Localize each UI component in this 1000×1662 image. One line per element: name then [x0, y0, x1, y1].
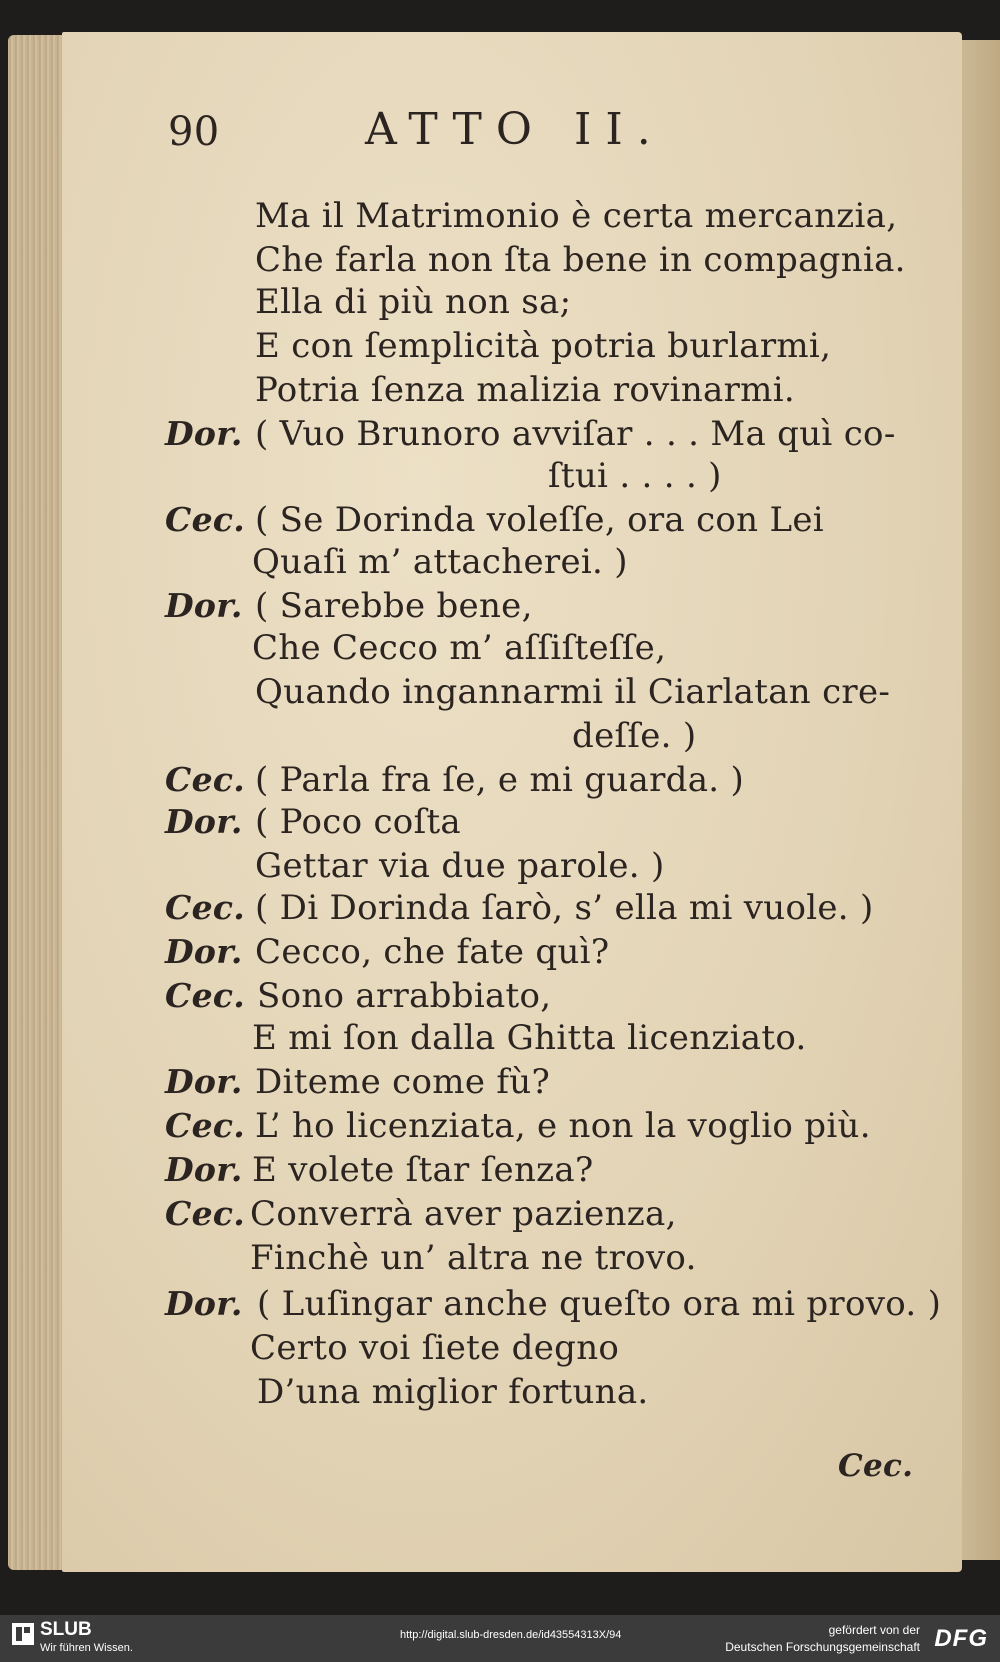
speaker-label: Dor.	[165, 1284, 243, 1323]
speaker-label: Cec.	[165, 1106, 246, 1145]
verse-line: Quaſi m’ attacherei. )	[252, 542, 628, 582]
verse-line: Cecco, che fate quì?	[255, 932, 610, 972]
verse-line: ( Sarebbe bene,	[255, 586, 533, 626]
verse-line: ( Vuo Brunoro avviſar . . . Ma quì co-	[255, 414, 896, 454]
verse-line: Diteme come fù?	[255, 1062, 550, 1102]
speaker-label: Dor.	[165, 932, 243, 971]
footer-bar	[0, 1615, 1000, 1662]
verse-line: D’una miglior fortuna.	[257, 1372, 649, 1412]
verse-line: ( Se Dorinda voleſſe, ora con Lei	[255, 500, 824, 540]
verse-line: E con ſemplicità potria burlarmi,	[255, 326, 832, 366]
verse-line: Potria ſenza malizia rovinarmi.	[255, 370, 796, 410]
verse-line: Che Cecco m’ aſſiſteſſe,	[252, 628, 667, 668]
verse-line: Gettar via due parole. )	[255, 846, 665, 886]
slub-logo-icon	[12, 1623, 34, 1645]
speaker-label: Cec.	[165, 976, 246, 1015]
verse-line: ( Luſingar anche queſto ora mi provo. )	[257, 1284, 942, 1324]
verse-line: E volete ſtar ſenza?	[252, 1150, 594, 1190]
speaker-label: Dor.	[165, 1150, 243, 1189]
verse-line: ( Di Dorinda ſarò, s’ ella mi vuole. )	[255, 888, 874, 928]
page-number: 90	[168, 109, 220, 155]
funding-line-2: Deutschen Forschungsgemeinschaft	[725, 1640, 920, 1654]
speaker-label: Dor.	[165, 414, 243, 453]
document-url[interactable]: http://digital.slub-dresden.de/id43554313X/94	[400, 1629, 622, 1641]
verse-line: ( Parla fra ſe, e mi guarda. )	[255, 760, 745, 800]
act-heading: ATTO II.	[365, 104, 665, 155]
library-tagline: Wir führen Wissen.	[40, 1642, 133, 1654]
verse-line: ( Poco coſta	[255, 802, 461, 842]
verse-line: deſſe. )	[572, 716, 697, 756]
speaker-label: Dor.	[165, 802, 243, 841]
dfg-logo: DFG	[934, 1625, 988, 1652]
verse-line: Certo voi ſiete degno	[250, 1328, 620, 1368]
speaker-label: Cec.	[165, 500, 246, 539]
verse-line: Quando ingannarmi il Ciarlatan cre-	[255, 672, 891, 712]
verse-line: Ma il Matrimonio è certa mercanzia,	[255, 196, 898, 236]
verse-line: E mi ſon dalla Ghitta licenziato.	[252, 1018, 807, 1058]
verse-line: Sono arrabbiato,	[257, 976, 552, 1016]
verse-line: Che farla non ſta bene in compagnia.	[255, 240, 906, 280]
verse-line: L’ ho licenziata, e non la voglio più.	[255, 1106, 871, 1146]
speaker-label: Dor.	[165, 586, 243, 625]
funding-line-1: gefördert von der	[828, 1623, 920, 1637]
verse-line: Converrà aver pazienza,	[250, 1194, 677, 1234]
library-name: SLUB	[40, 1619, 92, 1640]
speaker-label: Cec.	[165, 1194, 246, 1233]
speaker-label: Cec.	[165, 760, 246, 799]
speaker-label: Cec.	[165, 888, 246, 927]
verse-line: Ella di più non sa;	[255, 282, 572, 322]
speaker-label: Dor.	[165, 1062, 243, 1101]
catchword: Cec.	[838, 1448, 914, 1484]
verse-line: ſtui . . . . )	[548, 456, 722, 496]
verse-line: Finchè un’ altra ne trovo.	[250, 1238, 697, 1278]
